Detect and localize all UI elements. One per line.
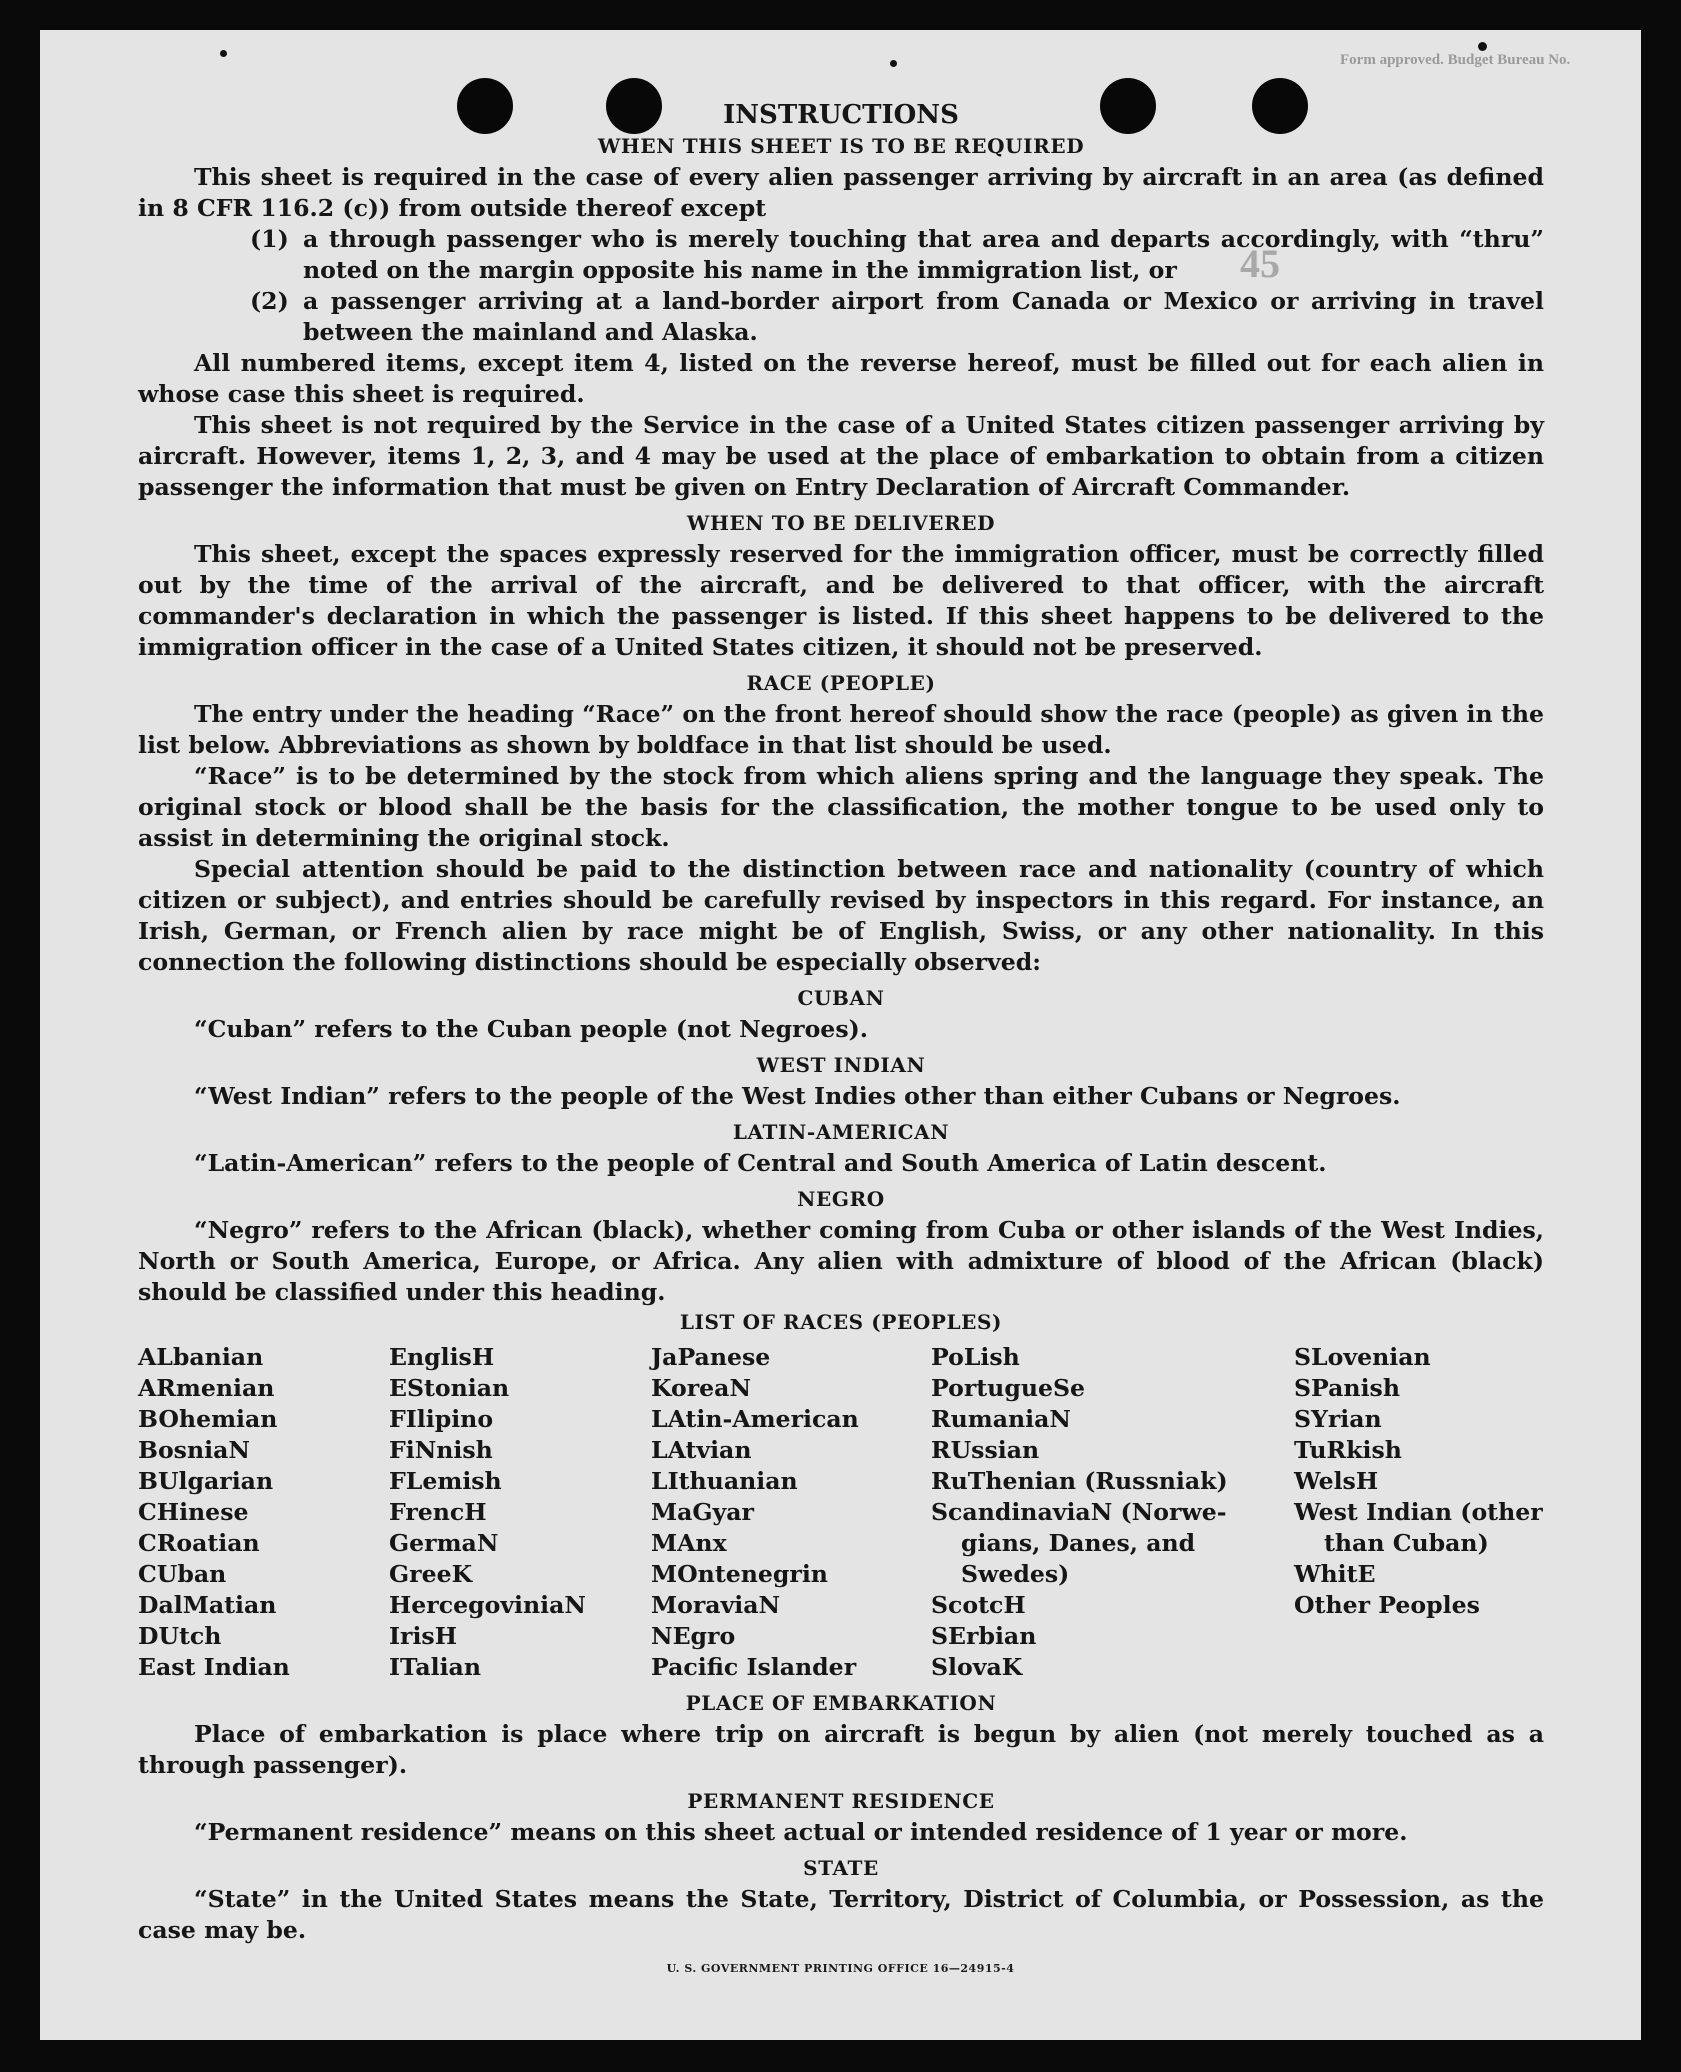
paragraph: “Permanent residence” means on this sheet actual or intended residence of 1 year or more.	[194, 1818, 1408, 1846]
page-title: INSTRUCTIONS	[723, 100, 959, 130]
paragraph: “Latin-American” refers to the people of Central and South America of Latin descent.	[194, 1149, 1327, 1177]
race-entry: Other Peoples	[1294, 1591, 1480, 1619]
race-entry: West Indian (other	[1294, 1498, 1543, 1526]
race-entry: SPanish	[1294, 1374, 1400, 1402]
paragraph: This sheet is not required by the Service in the case of a United States citizen passenger arriving by aircraft. However, items 1, 2, 3, and 4 may be used at the place of embarkation to obtain from a citizen passenger the information that must be given on Entry Declaration of Aircraft Commander.	[138, 411, 1544, 501]
race-entry: JaPanese	[651, 1343, 771, 1371]
race-entry: DalMatian	[138, 1591, 277, 1619]
race-entry: Pacific Islander	[651, 1653, 857, 1681]
ink-speck	[220, 50, 227, 57]
race-entry: CHinese	[138, 1498, 249, 1526]
race-entry: SLovenian	[1294, 1343, 1431, 1371]
race-entry: FrencH	[389, 1498, 487, 1526]
race-entry: CRoatian	[138, 1529, 260, 1557]
section-heading-latin-american: LATIN-AMERICAN	[732, 1120, 950, 1144]
paragraph: Special attention should be paid to the distinction between race and nationality (country of which citizen or subject), and entries should be carefully revised by inspectors in this regard. For instance, an Irish, German, or French alien by race might be of English, Swiss, or any other nationality. In this connection the following distinctions should be especially observed:	[138, 855, 1544, 976]
race-entry: FiNnish	[389, 1436, 493, 1464]
race-entry: ALbanian	[138, 1343, 264, 1371]
race-entry: RUssian	[931, 1436, 1040, 1464]
race-entry: RumaniaN	[931, 1405, 1071, 1433]
race-entry: WelsH	[1294, 1467, 1379, 1495]
item-number: (1)	[250, 225, 289, 253]
race-entry: NEgro	[651, 1622, 736, 1650]
race-entry-continuation: Swedes)	[961, 1560, 1070, 1588]
race-entry: FIlipino	[389, 1405, 494, 1433]
race-entry: WhitE	[1294, 1560, 1376, 1588]
section-heading-race: RACE (PEOPLE)	[746, 671, 936, 695]
race-entry: MOntenegrin	[651, 1560, 828, 1588]
section-heading-state: STATE	[803, 1856, 879, 1880]
section-heading-required: WHEN THIS SHEET IS TO BE REQUIRED	[597, 134, 1085, 158]
section-heading-negro: NEGRO	[797, 1187, 885, 1211]
race-entry-continuation: gians, Danes, and	[961, 1529, 1196, 1557]
race-entry: SYrian	[1294, 1405, 1382, 1433]
section-heading-cuban: CUBAN	[797, 986, 885, 1010]
item-text: a through passenger who is merely touching that area and departs accordingly, with “thru” noted on the margin opposite his name in the immigration list, or	[303, 225, 1544, 284]
races-column	[138, 1342, 389, 1683]
race-entry: LIthuanian	[651, 1467, 798, 1495]
ink-speck	[890, 60, 897, 67]
printing-office-footer: U. S. GOVERNMENT PRINTING OFFICE 16—24915-4	[666, 1962, 1015, 1975]
race-entry: HercegoviniaN	[389, 1591, 586, 1619]
document-sheet	[40, 30, 1641, 2040]
race-entry: ScotcH	[931, 1591, 1026, 1619]
paragraph: “Race” is to be determined by the stock from which aliens spring and the language they speak. The original stock or blood shall be the basis for the classification, the mother tongue to be used only to assist in determining the original stock.	[138, 762, 1544, 852]
paragraph: This sheet, except the spaces expressly reserved for the immigration officer, must be correctly filled out by the time of the arrival of the aircraft, and be delivered to that officer, with the aircraft commander's declaration in which the passenger is listed. If this sheet happens to be delivered to the immigration officer in the case of a United States citizen, it should not be preserved.	[138, 540, 1544, 661]
race-entry: BUlgarian	[138, 1467, 274, 1495]
race-entry: FLemish	[389, 1467, 502, 1495]
race-entry: TuRkish	[1294, 1436, 1402, 1464]
section-heading-residence: PERMANENT RESIDENCE	[687, 1789, 995, 1813]
race-entry: CUban	[138, 1560, 227, 1588]
paragraph: “Negro” refers to the African (black), whether coming from Cuba or other islands of the West Indies, North or South America, Europe, or Africa. Any alien with admixture of blood of the African (black) should be classified under this heading.	[138, 1216, 1544, 1306]
race-entry: MoraviaN	[651, 1591, 781, 1619]
race-entry: SErbian	[931, 1622, 1037, 1650]
race-entry: EStonian	[389, 1374, 510, 1402]
race-entry: DUtch	[138, 1622, 222, 1650]
list-item	[138, 286, 1544, 348]
paragraph: All numbered items, except item 4, listed on the reverse hereof, must be filled out for each alien in whose case this sheet is required.	[138, 349, 1544, 408]
race-entry: IrisH	[389, 1622, 458, 1650]
race-entry: ScandinaviaN (Norwe-	[931, 1498, 1227, 1526]
race-entry-continuation: than Cuban)	[1324, 1529, 1489, 1557]
instructions-content	[138, 98, 1544, 1946]
item-number: (2)	[250, 287, 289, 315]
ink-speck	[1478, 42, 1487, 51]
race-entry: BOhemian	[138, 1405, 278, 1433]
item-text: a passenger arriving at a land-border airport from Canada or Mexico or arriving in travel between the mainland and Alaska.	[303, 287, 1544, 346]
section-heading-west-indian: WEST INDIAN	[756, 1053, 926, 1077]
races-column	[389, 1342, 651, 1683]
race-entry: LAtin-American	[651, 1405, 859, 1433]
section-heading-delivered: WHEN TO BE DELIVERED	[686, 511, 996, 535]
race-entry: PoLish	[931, 1343, 1020, 1371]
race-entry: East Indian	[138, 1653, 290, 1681]
race-entry: LAtvian	[651, 1436, 752, 1464]
race-entry: ITalian	[389, 1653, 481, 1681]
paragraph: Place of embarkation is place where trip on aircraft is begun by alien (not merely touched as a through passenger).	[138, 1720, 1544, 1779]
section-heading-list-of-races: LIST OF RACES (PEOPLES)	[679, 1310, 1003, 1334]
paragraph: “State” in the United States means the State, Territory, District of Columbia, or Possession, as the case may be.	[138, 1885, 1544, 1944]
races-list	[138, 1342, 1544, 1683]
race-entry: KoreaN	[651, 1374, 752, 1402]
paragraph: The entry under the heading “Race” on the front hereof should show the race (people) as given in the list below. Abbreviations as shown by boldface in that list should be used.	[138, 700, 1544, 759]
race-entry: PortugueSe	[931, 1374, 1086, 1402]
races-column	[1294, 1342, 1544, 1683]
races-column	[931, 1342, 1294, 1683]
faint-handwriting: 45	[1240, 241, 1280, 286]
race-entry: ARmenian	[138, 1374, 275, 1402]
faint-form-header: Form approved. Budget Bureau No.	[1340, 52, 1571, 68]
race-entry: GreeK	[389, 1560, 473, 1588]
paragraph: “Cuban” refers to the Cuban people (not Negroes).	[194, 1015, 868, 1043]
race-entry: GermaN	[389, 1529, 499, 1557]
paragraph: “West Indian” refers to the people of the West Indies other than either Cubans or Negroes.	[194, 1082, 1401, 1110]
race-entry: BosniaN	[138, 1436, 250, 1464]
race-entry: MAnx	[651, 1529, 727, 1557]
race-entry: RuThenian (Russniak)	[931, 1467, 1228, 1495]
list-item	[138, 224, 1544, 286]
race-entry: MaGyar	[651, 1498, 754, 1526]
paragraph: This sheet is required in the case of every alien passenger arriving by aircraft in an area (as defined in 8 CFR 116.2 (c)) from outside thereof except	[138, 163, 1544, 222]
race-entry: SlovaK	[931, 1653, 1023, 1681]
section-heading-embarkation: PLACE OF EMBARKATION	[685, 1691, 997, 1715]
races-column	[651, 1342, 931, 1683]
race-entry: EnglisH	[389, 1343, 495, 1371]
